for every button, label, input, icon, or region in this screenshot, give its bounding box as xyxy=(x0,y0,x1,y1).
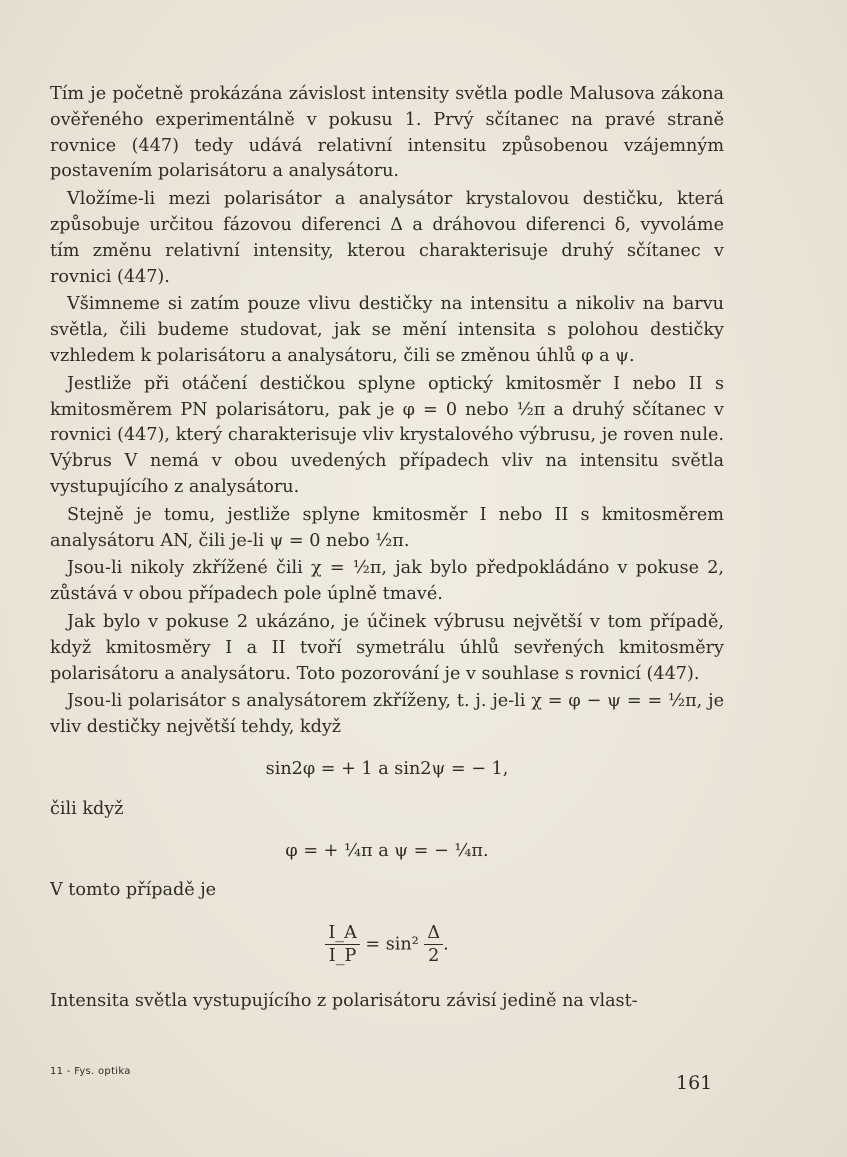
fraction-numerator: I_A xyxy=(325,922,359,945)
body-text xyxy=(50,82,724,1017)
last-line: Intensita světla vystupujícího z polarisátoru závisí jedině na vlast- xyxy=(50,991,638,1012)
fraction-denominator-two: 2 xyxy=(428,946,440,967)
fraction-ia-ip xyxy=(325,922,359,967)
paragraph-1: Tím je početně prokázána závislost intensity světla podle Malusova zákona ověřeného experimentálně v pokusu 1. Prvý sčítanec na pravé straně rovnice (447) tedy udává relativní intensitu způsobenou vzájemným postavením polarisátoru a analysátoru. xyxy=(50,84,724,182)
fraction-delta-half xyxy=(424,922,443,967)
equation-intensity-ratio xyxy=(50,922,724,967)
page-number: 161 xyxy=(676,1072,713,1094)
paragraph-8: Jsou-li polarisátor s analysátorem zkříženy, t. j. je-li χ = φ − ψ = = ½π, je vliv destičky největší tehdy, když xyxy=(50,691,724,738)
label-v-tomto-pripade: V tomto případě je xyxy=(50,880,217,901)
paragraph-3: Všimneme si zatím pouze vlivu destičky na intensitu a nikoliv na barvu světla, čili budeme studovat, jak se mění intensita s polohou destičky vzhledem k polarisátoru a analysátoru, čili se změnou úhlů φ a ψ. xyxy=(50,294,724,366)
paragraph-5: Stejně je tomu, jestliže splyne kmitosměr I nebo II s kmitosměrem analysátoru AN, čili je-li ψ = 0 nebo ½π. xyxy=(50,504,724,551)
fraction-denominator: I_P xyxy=(328,946,357,967)
label-cili-kdyz: čili když xyxy=(50,798,124,819)
fraction-numerator-delta: Δ xyxy=(424,922,443,945)
paragraph-4: Jestliže při otáčení destičkou splyne optický kmitosměr I nebo II s kmitosměrem PN polarisátoru, pak je φ = 0 nebo ½π a druhý sčítanec v rovnici (447), který charakterisuje vliv krystalového výbrusu, je roven nule. Výbrus V nemá v obou uvedených případech vliv na intensitu světla vystupujícího z analysátoru. xyxy=(50,373,724,497)
equation-middle: = sin² xyxy=(365,934,419,955)
equation-end: . xyxy=(443,934,449,955)
equation-angles: φ = + ¼π a ψ = − ¼π. xyxy=(285,840,489,861)
equation-sin: sin2φ = + 1 a sin2ψ = − 1, xyxy=(265,758,509,779)
signature-mark: 11 - Fys. optika xyxy=(50,1066,131,1077)
paragraph-7: Jak bylo v pokuse 2 ukázáno, je účinek výbrusu největší v tom případě, když kmitosměry I a II tvoří symetrálu úhlů sevřených kmitosměry polarisátoru a analysátoru. Toto pozorování je v souhlase s rovnicí (447). xyxy=(50,611,724,684)
paragraph-2: Vložíme-li mezi polarisátor a analysátor krystalovou destičku, která způsobuje určitou fázovou diferenci Δ a dráhovou diferenci δ, vyvoláme tím změnu relativní intensity, kterou charakterisuje druhý sčítanec v rovnici (447). xyxy=(50,189,724,287)
paragraph-6: Jsou-li nikoly zkřížené čili χ = ½π, jak bylo předpokládáno v pokuse 2, zůstává v obou případech pole úplně tmavé. xyxy=(50,558,724,605)
